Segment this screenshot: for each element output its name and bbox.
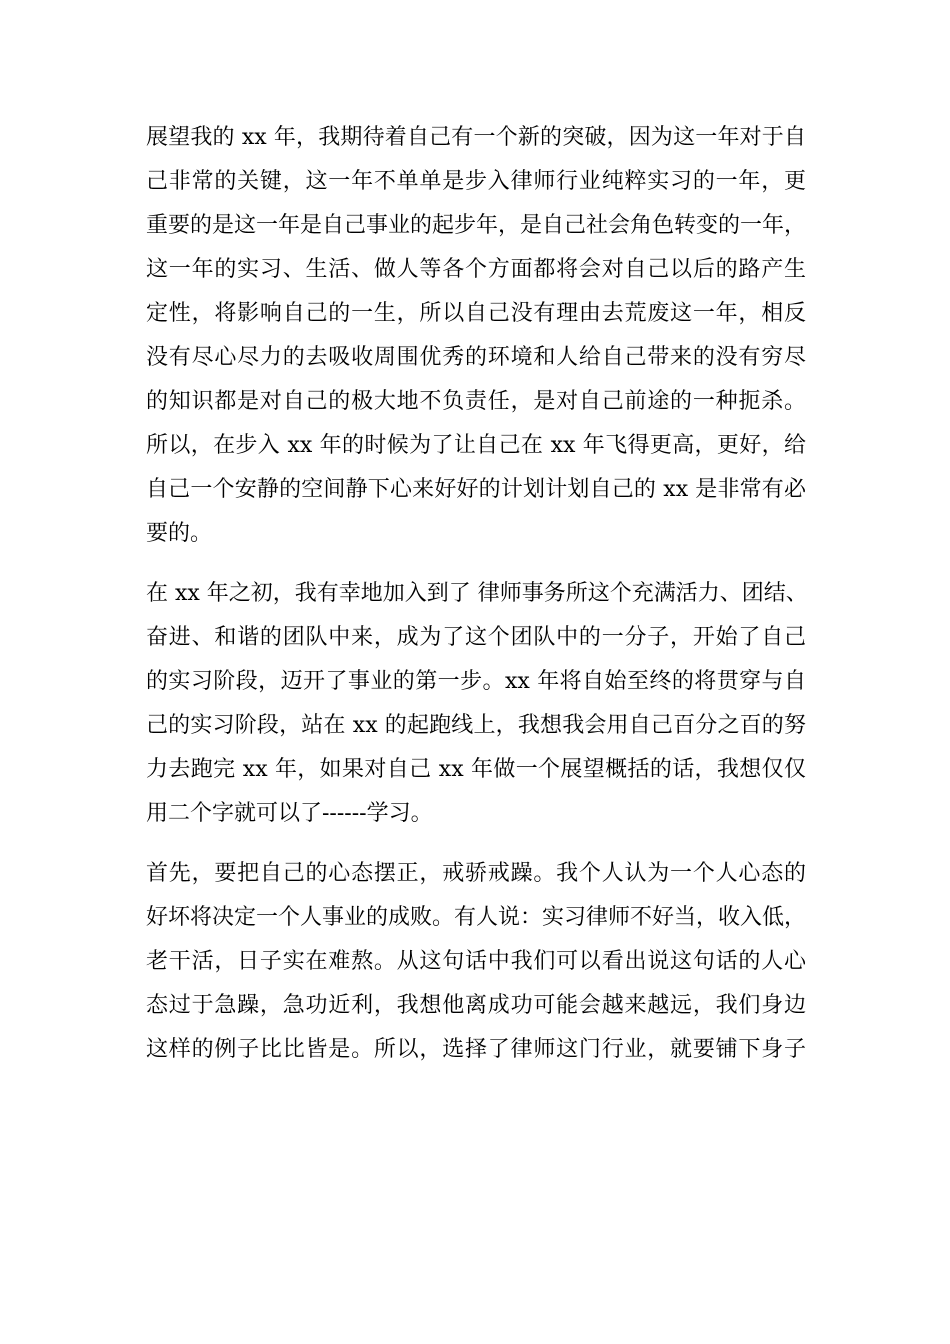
text-line: 的知识都是对自己的极大地不负责任，是对自己前途的一种扼杀。 xyxy=(146,389,806,414)
paragraph-3 xyxy=(146,852,806,1072)
text-line: 己非常的关键，这一年不单单是步入律师行业纯粹实习的一年，更 xyxy=(146,169,806,194)
text-line: 奋进、和谐的团队中来，成为了这个团队中的一分子，开始了自己 xyxy=(146,625,806,650)
text-line: 态过于急躁，急功近利，我想他离成功可能会越来越远，我们身边 xyxy=(146,993,806,1018)
text-line: 好坏将决定一个人事业的成败。有人说：实习律师不好当，收入低， xyxy=(146,905,807,930)
text-line: 所以，在步入 xx 年的时候为了让自己在 xx 年飞得更高，更好，给 xyxy=(146,433,806,458)
paragraph-2 xyxy=(146,572,806,836)
text-line: 重要的是这一年是自己事业的起步年，是自己社会角色转变的一年， xyxy=(146,213,807,238)
text-line: 的实习阶段，迈开了事业的第一步。xx 年将自始至终的将贯穿与自 xyxy=(146,669,806,694)
text-line: 用二个字就可以了------学习。 xyxy=(146,801,433,826)
text-line: 定性，将影响自己的一生，所以自己没有理由去荒废这一年，相反 xyxy=(146,301,806,326)
text-line: 这一年的实习、生活、做人等各个方面都将会对自己以后的路产生 xyxy=(146,257,806,282)
document-body xyxy=(146,116,806,1088)
text-line: 在 xx 年之初，我有幸地加入到了 律师事务所这个充满活力、团结、 xyxy=(146,581,808,606)
text-line: 要的。 xyxy=(146,521,213,546)
paragraph-1 xyxy=(146,116,806,556)
text-line: 这样的例子比比皆是。所以，选择了律师这门行业，就要铺下身子 xyxy=(146,1037,806,1062)
text-line: 没有尽心尽力的去吸收周围优秀的环境和人给自己带来的没有穷尽 xyxy=(146,345,806,370)
text-line: 首先，要把自己的心态摆正，戒骄戒躁。我个人认为一个人心态的 xyxy=(146,861,806,886)
text-line: 己的实习阶段，站在 xx 的起跑线上，我想我会用自己百分之百的努 xyxy=(146,713,806,738)
text-line: 力去跑完 xx 年，如果对自己 xx 年做一个展望概括的话，我想仅仅 xyxy=(146,757,806,782)
text-line: 老干活，日子实在难熬。从这句话中我们可以看出说这句话的人心 xyxy=(146,949,806,974)
text-line: 展望我的 xx 年，我期待着自己有一个新的突破，因为这一年对于自 xyxy=(146,125,806,150)
text-line: 自己一个安静的空间静下心来好好的计划计划自己的 xx 是非常有必 xyxy=(146,477,806,502)
